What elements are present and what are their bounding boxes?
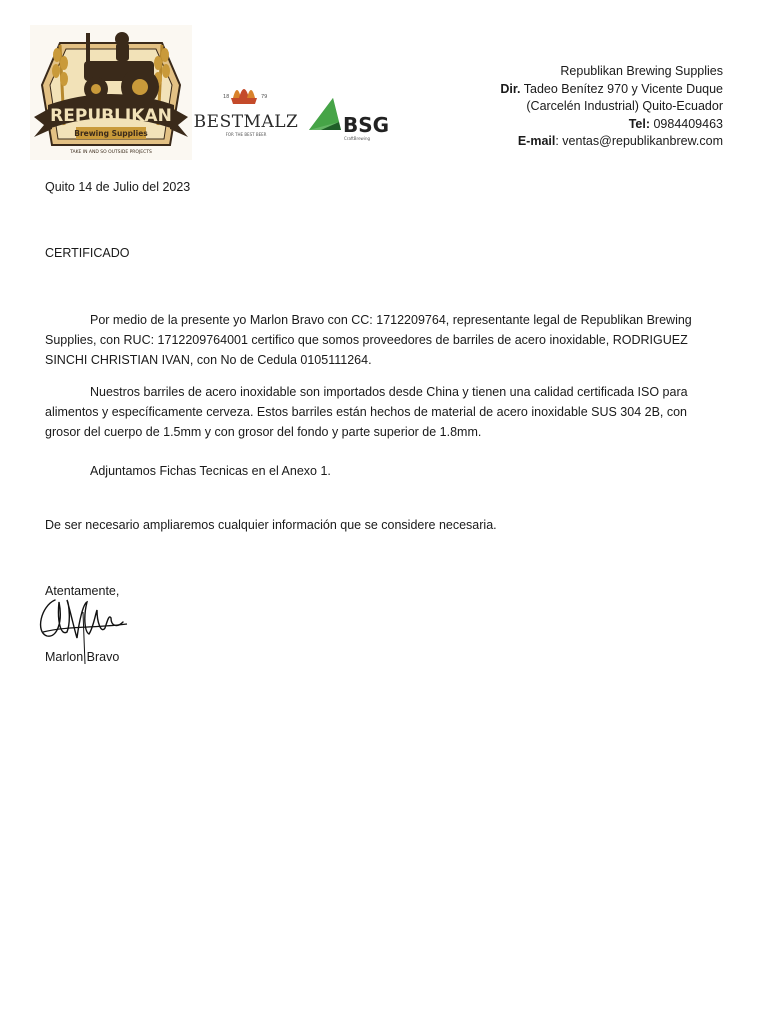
paragraph-3: Adjuntamos Fichas Tecnicas en el Anexo 1. bbox=[90, 464, 331, 478]
sender-company: Republikan Brewing Supplies bbox=[560, 64, 723, 78]
republikan-logo-tagline: Brewing Supplies bbox=[74, 129, 148, 138]
bestmalz-name: BESTMALZ bbox=[193, 112, 299, 132]
paragraph-2: Nuestros barriles de acero inoxidable son importados desde China y tienen una calidad certificada ISO para alimentos y específicamente cerveza. Estos barriles están hechos de material de acero inoxidable SUS 304 2B, con grosor del cuerpo de 1.5mm y con grosor del fondo y parte superior de 1.8mm. bbox=[45, 385, 688, 439]
sender-address-line1 bbox=[500, 81, 723, 99]
sender-address-line2: (Carcelén Industrial) Quito-Ecuador bbox=[526, 99, 723, 113]
dir-label: Dir. bbox=[500, 81, 521, 96]
letter-date: Quito 14 de Julio del 2023 bbox=[45, 180, 191, 194]
signer-name: Marlon Bravo bbox=[45, 650, 120, 664]
bsg-name: BSG bbox=[343, 113, 390, 137]
bsg-logo bbox=[307, 96, 393, 142]
email-value: : ventas@republikanbrew.com bbox=[555, 134, 723, 148]
bsg-sub: CraftBrewing bbox=[344, 136, 371, 141]
tel-value: 0984409463 bbox=[653, 116, 723, 131]
regards: Atentamente, bbox=[45, 584, 120, 598]
republikan-logo bbox=[30, 25, 192, 160]
sender-email bbox=[500, 133, 723, 151]
dir-value: Tadeo Benítez 970 y Vicente Duque bbox=[523, 81, 723, 96]
letter-title: CERTIFICADO bbox=[45, 246, 130, 260]
bestmalz-logo bbox=[193, 82, 299, 140]
email-label: E-mail bbox=[517, 134, 556, 148]
republikan-logo-motto: TAKE IN AND SO OUTSIDE PROJECTS bbox=[70, 150, 152, 155]
sender-address bbox=[500, 63, 723, 151]
closing-sentence: De ser necesario ampliaremos cualquier información que se considere necesaria. bbox=[45, 518, 497, 532]
bestmalz-year-left: 18 bbox=[223, 94, 230, 100]
bestmalz-sub: FOR THE BEST BEER bbox=[225, 132, 267, 137]
paragraph-1: Por medio de la presente yo Marlon Bravo con CC: 1712209764, representante legal de Republikan Brewing Supplies, con RUC: 1712209764001 certifico que somos proveedores de barriles de acero inoxidable, RODRIGUEZ SINCHI CHRISTIAN IVAN, con No de Cedula 0105111264. bbox=[45, 313, 692, 367]
sender-phone bbox=[500, 116, 723, 134]
bestmalz-year-right: 79 bbox=[261, 94, 268, 100]
tel-label: Tel: bbox=[628, 116, 650, 131]
republikan-logo-name: REPUBLIKAN bbox=[50, 106, 172, 126]
